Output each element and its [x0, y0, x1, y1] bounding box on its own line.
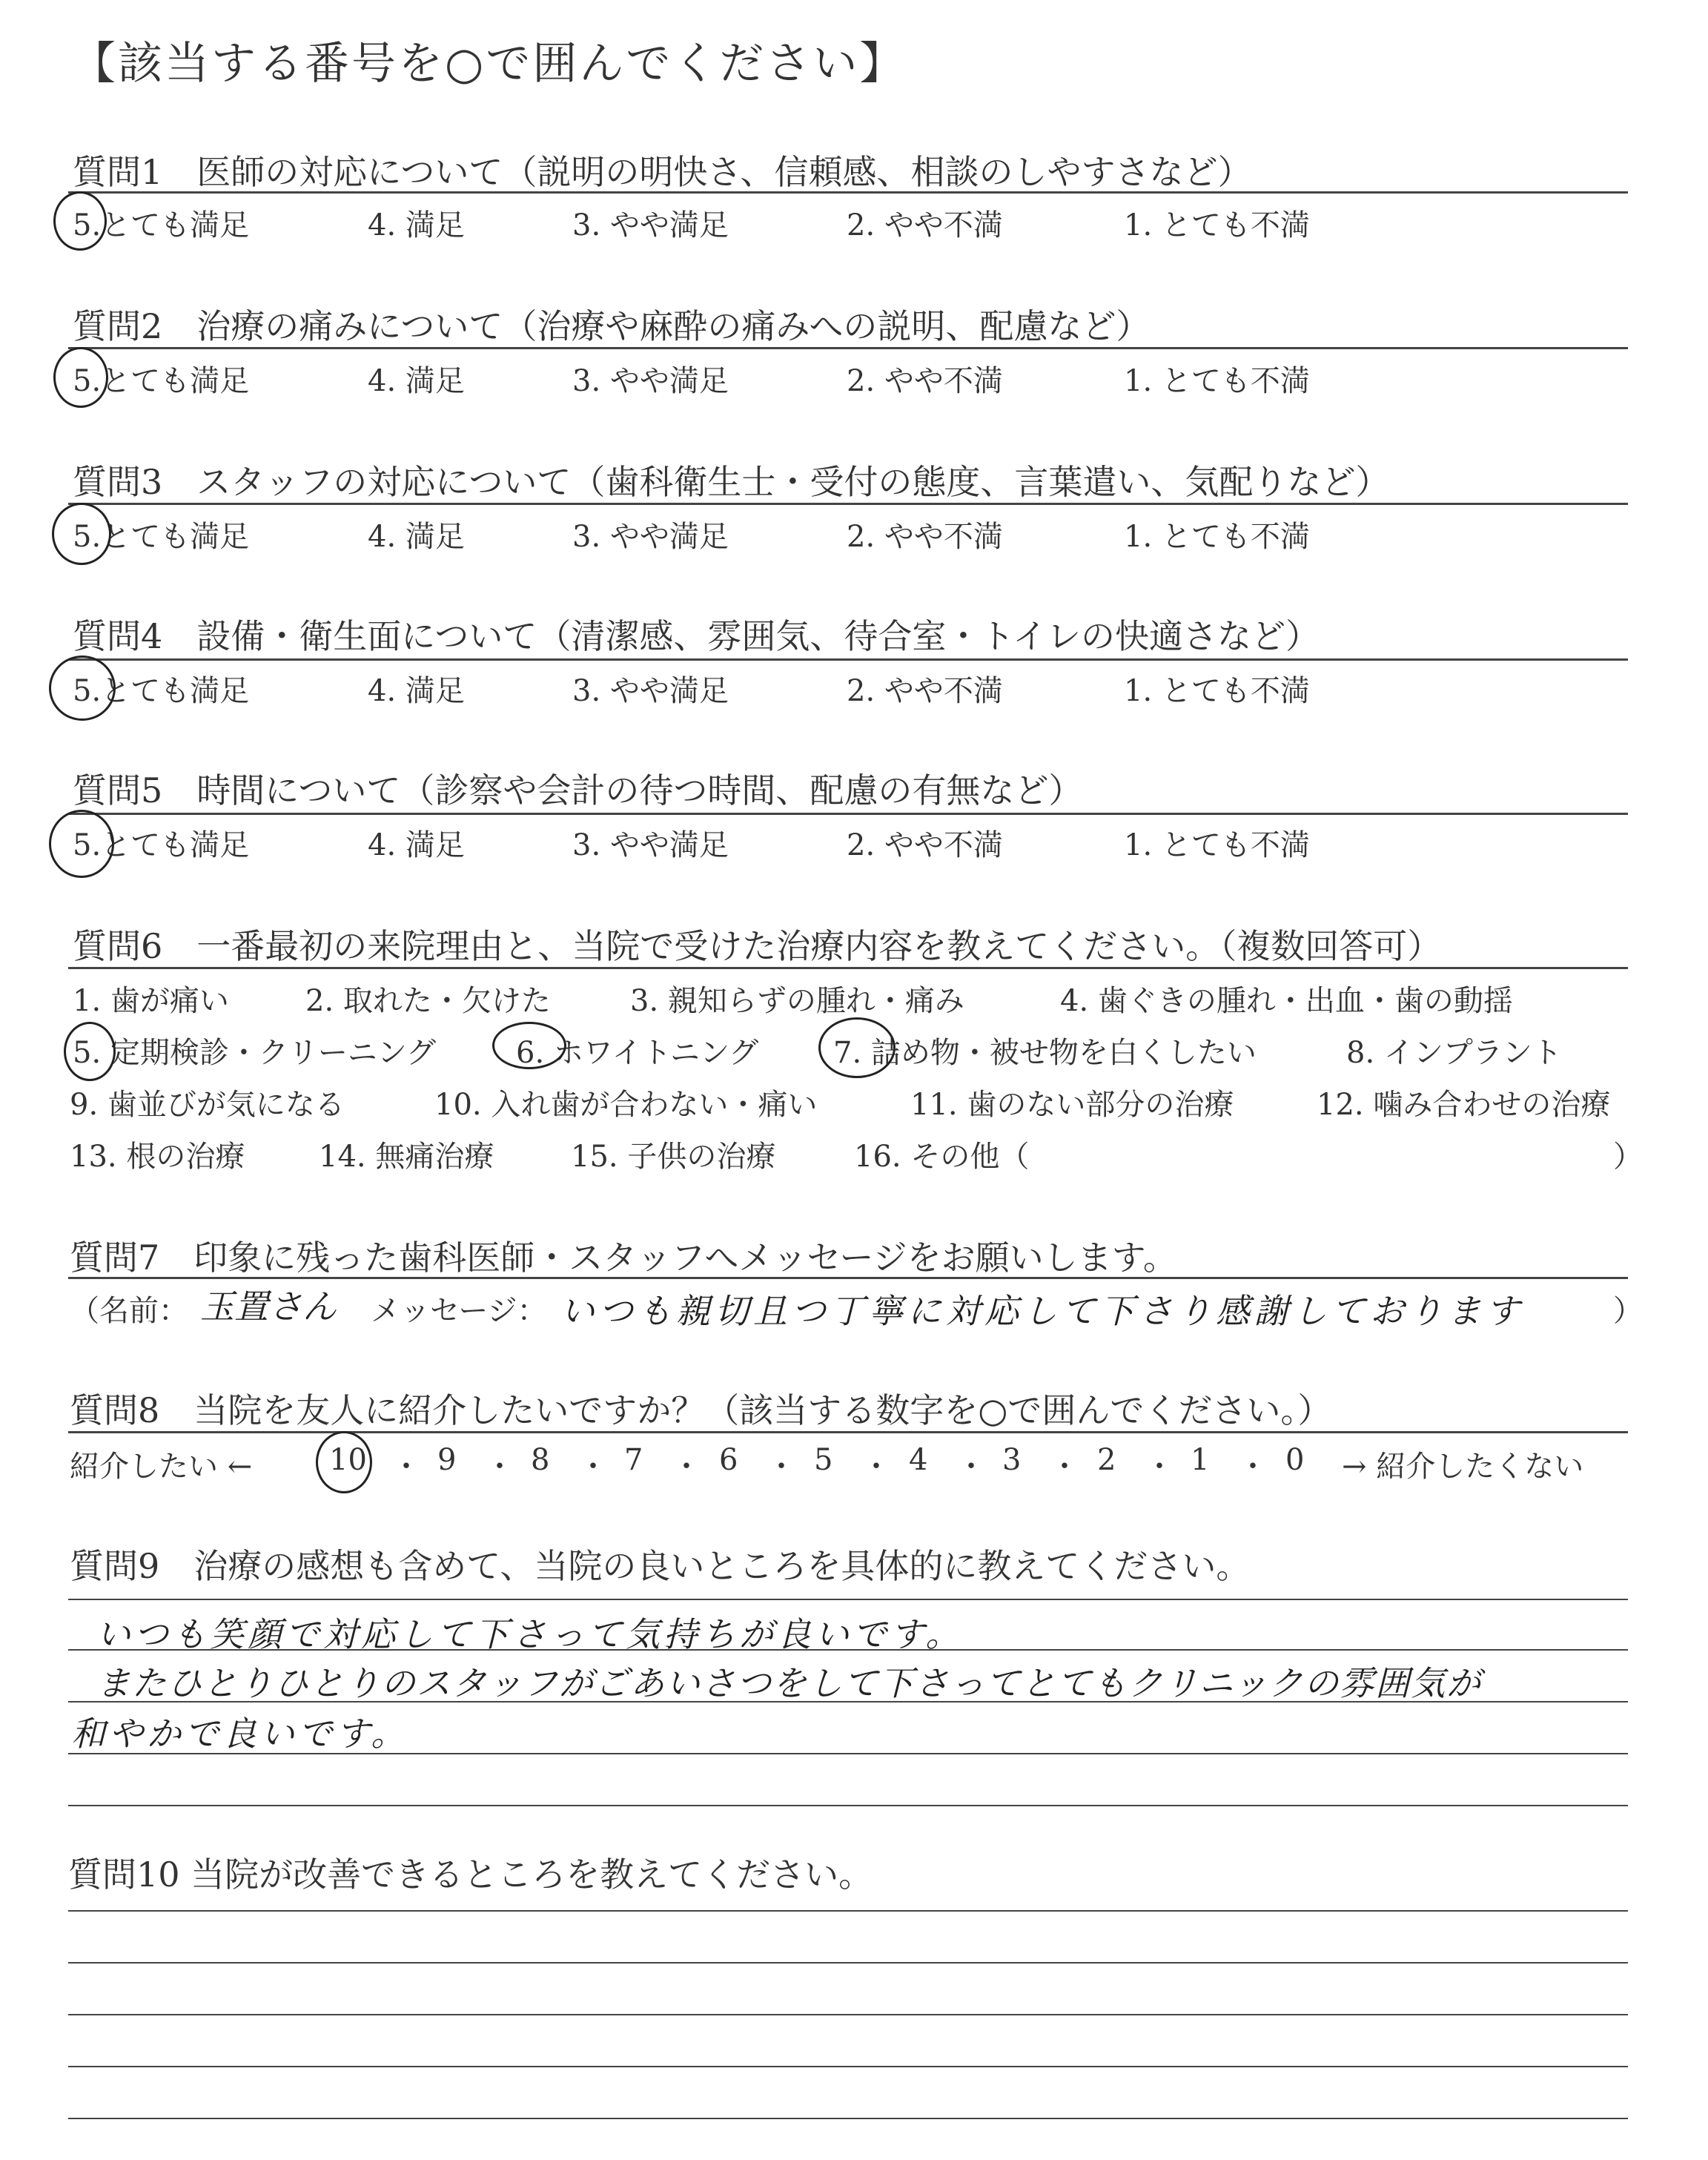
question-1-text: 質問1 医師の対応について（説明の明快さ、信頼感、相談のしやすさなど） [73, 152, 1252, 192]
q8-dot: ・ [578, 1450, 608, 1484]
q8-dot: ・ [1145, 1450, 1174, 1484]
q9-answer-line-3[interactable]: 和やかで良いです。 [71, 1714, 409, 1754]
q8-scale-9[interactable]: 9 [437, 1443, 457, 1477]
q6-item-15[interactable]: 15. 子供の治療 [571, 1140, 776, 1174]
q8-scale-4[interactable]: 4 [909, 1443, 928, 1477]
q2-option-4[interactable]: 4. 満足 [368, 364, 465, 398]
q4-option-5[interactable]: 5.とても満足 [73, 674, 250, 708]
q1-option-3[interactable]: 3. やや満足 [572, 208, 729, 242]
q1-option-4[interactable]: 4. 満足 [368, 208, 465, 242]
q1-option-5[interactable]: 5.とても満足 [73, 208, 250, 242]
question-4-rule [68, 658, 1628, 661]
question-3-text: 質問3 スタッフの対応について（歯科衛生士・受付の態度、言葉遣い、気配りなど） [73, 462, 1390, 502]
question-5-text: 質問5 時間について（診察や会計の待つ時間、配慮の有無など） [73, 770, 1083, 810]
q1-option-2[interactable]: 2. やや不満 [847, 208, 1003, 242]
q6-item-6[interactable]: 6. ホワイトニング [516, 1036, 759, 1070]
q8-scale-0[interactable]: 0 [1285, 1443, 1305, 1477]
q5-selected-circle [49, 810, 114, 878]
q6-item-3[interactable]: 3. 親知らずの腫れ・痛み [630, 984, 964, 1018]
q9-answer-line-1[interactable]: いつも笑顔で対応して下さって気持ちが良いです。 [96, 1614, 964, 1654]
q5-option-3[interactable]: 3. やや満足 [572, 828, 729, 862]
q7-name-value[interactable]: 玉置さん [200, 1287, 337, 1327]
q8-scale-5[interactable]: 5 [814, 1443, 833, 1477]
q8-scale-6[interactable]: 6 [719, 1443, 738, 1477]
question-7-text: 質問7 印象に残った歯科医師・スタッフへメッセージをお願いします。 [70, 1238, 1177, 1278]
q3-option-2[interactable]: 2. やや不満 [847, 520, 1003, 554]
q6-item-8[interactable]: 8. インプラント [1346, 1036, 1562, 1070]
q7-message-label: メッセージ： [371, 1294, 547, 1328]
q8-right-label: → 紹介したくない [1342, 1450, 1584, 1484]
q2-option-2[interactable]: 2. やや不満 [847, 364, 1003, 398]
question-3-rule [68, 503, 1628, 505]
q8-scale-8[interactable]: 8 [531, 1443, 550, 1477]
q4-option-3[interactable]: 3. やや満足 [572, 674, 729, 708]
q6-item-11[interactable]: 11. 歯のない部分の治療 [910, 1088, 1234, 1122]
question-8-text: 質問8 当院を友人に紹介したいですか？（該当する数字を○で囲んでください。） [70, 1390, 1332, 1430]
q4-selected-circle [49, 655, 116, 721]
question-2-text: 質問2 治療の痛みについて（治療や麻酔の痛みへの説明、配慮など） [73, 306, 1151, 346]
q7-name-label: （名前： [70, 1294, 188, 1328]
q10-rule-3 [68, 2014, 1628, 2015]
q1-option-1[interactable]: 1. とても不満 [1124, 208, 1310, 242]
q2-selected-circle [53, 347, 108, 408]
q9-rule-5 [68, 1805, 1628, 1806]
q3-option-1[interactable]: 1. とても不満 [1124, 520, 1310, 554]
q5-option-2[interactable]: 2. やや不満 [847, 828, 1003, 862]
page-title: 【該当する番号を○で囲んでください】 [71, 38, 907, 90]
question-4-text: 質問4 設備・衛生面について（清潔感、雰囲気、待合室・トイレの快適さなど） [73, 616, 1320, 656]
q4-option-1[interactable]: 1. とても不満 [1124, 674, 1310, 708]
question-1-rule [68, 191, 1628, 194]
q9-rule-1 [68, 1599, 1628, 1600]
q5-option-1[interactable]: 1. とても不満 [1124, 828, 1310, 862]
q2-option-3[interactable]: 3. やや満足 [572, 364, 729, 398]
q6-selected-7-circle [818, 1017, 896, 1078]
q6-item-14[interactable]: 14. 無痛治療 [319, 1140, 494, 1174]
question-7-rule [68, 1277, 1628, 1279]
q10-rule-1 [68, 1910, 1628, 1912]
question-2-rule [68, 347, 1628, 349]
q6-item-2[interactable]: 2. 取れた・欠けた [305, 984, 551, 1018]
q8-dot: ・ [1050, 1450, 1079, 1484]
question-5-rule [68, 813, 1628, 815]
q8-scale-3[interactable]: 3 [1002, 1443, 1022, 1477]
q7-message-value[interactable]: いつも親切且つ丁寧に対応して下さり感謝しております [560, 1291, 1524, 1331]
question-9-text: 質問9 治療の感想も含めて、当院の良いところを具体的に教えてください。 [70, 1546, 1251, 1586]
q10-rule-5 [68, 2118, 1628, 2119]
q6-item-13[interactable]: 13. 根の治療 [70, 1140, 245, 1174]
q4-option-4[interactable]: 4. 満足 [368, 674, 465, 708]
question-6-rule [68, 967, 1628, 969]
q8-dot: ・ [767, 1450, 796, 1484]
q2-option-1[interactable]: 1. とても不満 [1124, 364, 1310, 398]
question-8-rule [68, 1431, 1628, 1433]
q6-item-4[interactable]: 4. 歯ぐきの腫れ・出血・歯の動揺 [1060, 984, 1513, 1018]
q8-scale-1[interactable]: 1 [1191, 1443, 1210, 1477]
question-10-text: 質問10 当院が改善できるところを教えてください。 [68, 1855, 873, 1895]
q10-rule-2 [68, 1962, 1628, 1964]
q1-selected-circle [53, 191, 107, 251]
q5-option-4[interactable]: 4. 満足 [368, 828, 465, 862]
q6-selected-5-circle [64, 1022, 116, 1081]
q10-rule-4 [68, 2066, 1628, 2067]
q8-dot: ・ [391, 1450, 421, 1484]
q6-item-1[interactable]: 1. 歯が痛い [73, 984, 229, 1018]
q8-dot: ・ [1238, 1450, 1268, 1484]
q6-item-16-close: ） [1613, 1140, 1643, 1174]
q8-scale-2[interactable]: 2 [1097, 1443, 1116, 1477]
q5-option-5[interactable]: 5.とても満足 [73, 828, 250, 862]
q3-option-5[interactable]: 5.とても満足 [73, 520, 250, 554]
q6-item-12[interactable]: 12. 噛み合わせの治療 [1317, 1088, 1611, 1122]
q3-selected-circle [52, 503, 111, 565]
q4-option-2[interactable]: 2. やや不満 [847, 674, 1003, 708]
q6-item-7[interactable]: 7. 詰め物・被せ物を白くしたい [833, 1036, 1257, 1070]
q3-option-4[interactable]: 4. 満足 [368, 520, 465, 554]
q8-dot: ・ [485, 1450, 514, 1484]
q8-scale-7[interactable]: 7 [624, 1443, 643, 1477]
q6-item-9[interactable]: 9. 歯並びが気になる [70, 1088, 345, 1122]
question-6-text: 質問6 一番最初の来院理由と、当院で受けた治療内容を教えてください。（複数回答可） [73, 926, 1442, 966]
q3-option-3[interactable]: 3. やや満足 [572, 520, 729, 554]
q8-left-label: 紹介したい ← [70, 1450, 253, 1484]
q6-item-5[interactable]: 5. 定期検診・クリーニング [73, 1036, 437, 1070]
q8-selected-circle [316, 1431, 372, 1493]
q8-dot: ・ [672, 1450, 701, 1484]
q9-answer-line-2[interactable]: またひとりひとりのスタッフがごあいさつをして下さってとてもクリニックの雰囲気が [96, 1663, 1483, 1703]
q6-item-16[interactable]: 16. その他（ [854, 1140, 1030, 1174]
q6-item-10[interactable]: 10. 入れ歯が合わない・痛い [434, 1088, 818, 1122]
q8-dot: ・ [861, 1450, 891, 1484]
q2-option-5[interactable]: 5.とても満足 [73, 364, 250, 398]
q8-scale-10[interactable]: 10 [329, 1443, 367, 1477]
q6-selected-6-circle [492, 1022, 566, 1069]
q8-dot: ・ [956, 1450, 986, 1484]
q7-close: ） [1613, 1294, 1643, 1328]
